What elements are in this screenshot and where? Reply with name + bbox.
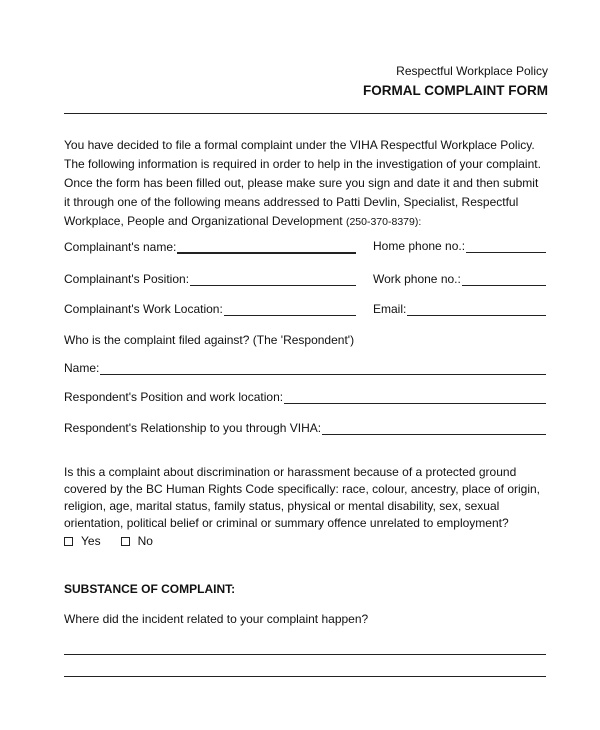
respondent-name-field[interactable] xyxy=(100,361,546,375)
yes-no-options xyxy=(64,534,173,548)
complainant-name-field[interactable] xyxy=(177,239,356,254)
respondent-name-row xyxy=(64,361,546,375)
no-option[interactable] xyxy=(121,534,153,548)
complainant-name-label: Complainant's name: xyxy=(64,240,177,254)
email-label: Email: xyxy=(373,302,407,316)
yes-label: Yes xyxy=(81,534,101,548)
work-phone-label: Work phone no.: xyxy=(373,272,461,286)
respondent-name-label: Name: xyxy=(64,361,100,375)
respondent-relationship-row xyxy=(64,421,546,435)
complainant-location-label: Complainant's Work Location: xyxy=(64,302,223,316)
yes-option[interactable] xyxy=(64,534,101,548)
respondent-position-row xyxy=(64,390,546,404)
work-phone-row xyxy=(373,272,546,286)
home-phone-row xyxy=(373,239,546,253)
intro-text: You have decided to file a formal complaint under the VIHA Respectful Workplace Policy. The following information is required in order to help in the investigation of your complaint. Once the form has been filled out, please make sure you sign and date it and then submit it through one of the following means addressed to Patti Devlin, Specialist, Respectful Workplace, People and Organizational Development xyxy=(64,138,541,228)
complainant-position-field[interactable] xyxy=(190,272,356,286)
no-checkbox[interactable] xyxy=(121,537,130,546)
policy-subtitle: Respectful Workplace Policy xyxy=(396,64,548,78)
home-phone-field[interactable] xyxy=(466,239,546,253)
answer-line-1[interactable] xyxy=(64,654,546,655)
complainant-name-row xyxy=(64,239,356,254)
discrimination-question: Is this a complaint about discrimination or harassment because of a protected ground covered by the BC Human Rights Code specifically: race, colour, ancestry, place of origin, religion, age, marital status, family status, physical or mental disability, sex, sexual orientation, political belief or criminal or summary offence unrelated to employment? xyxy=(64,465,541,530)
respondent-position-label: Respondent's Position and work location: xyxy=(64,390,284,404)
form-title: FORMAL COMPLAINT FORM xyxy=(363,83,548,98)
email-row xyxy=(373,302,546,316)
yes-checkbox[interactable] xyxy=(64,537,73,546)
email-field[interactable] xyxy=(407,302,546,316)
work-phone-field[interactable] xyxy=(462,272,546,286)
substance-heading: SUBSTANCE OF COMPLAINT: xyxy=(64,582,236,596)
where-question: Where did the incident related to your complaint happen? xyxy=(64,612,369,626)
complainant-location-row xyxy=(64,302,356,316)
respondent-relationship-label: Respondent's Relationship to you through VIHA: xyxy=(64,421,322,435)
home-phone-label: Home phone no.: xyxy=(373,239,466,253)
complainant-position-row xyxy=(64,272,356,286)
intro-paragraph xyxy=(64,136,544,232)
complainant-location-field[interactable] xyxy=(224,302,356,316)
respondent-question: Who is the complaint filed against? (The 'Respondent') xyxy=(64,333,355,347)
respondent-position-field[interactable] xyxy=(284,390,546,404)
answer-line-2[interactable] xyxy=(64,676,546,677)
no-label: No xyxy=(137,534,153,548)
respondent-relationship-field[interactable] xyxy=(322,421,546,435)
header-divider xyxy=(64,113,547,114)
intro-phone: (250-370-8379): xyxy=(345,216,422,228)
complainant-position-label: Complainant's Position: xyxy=(64,272,190,286)
